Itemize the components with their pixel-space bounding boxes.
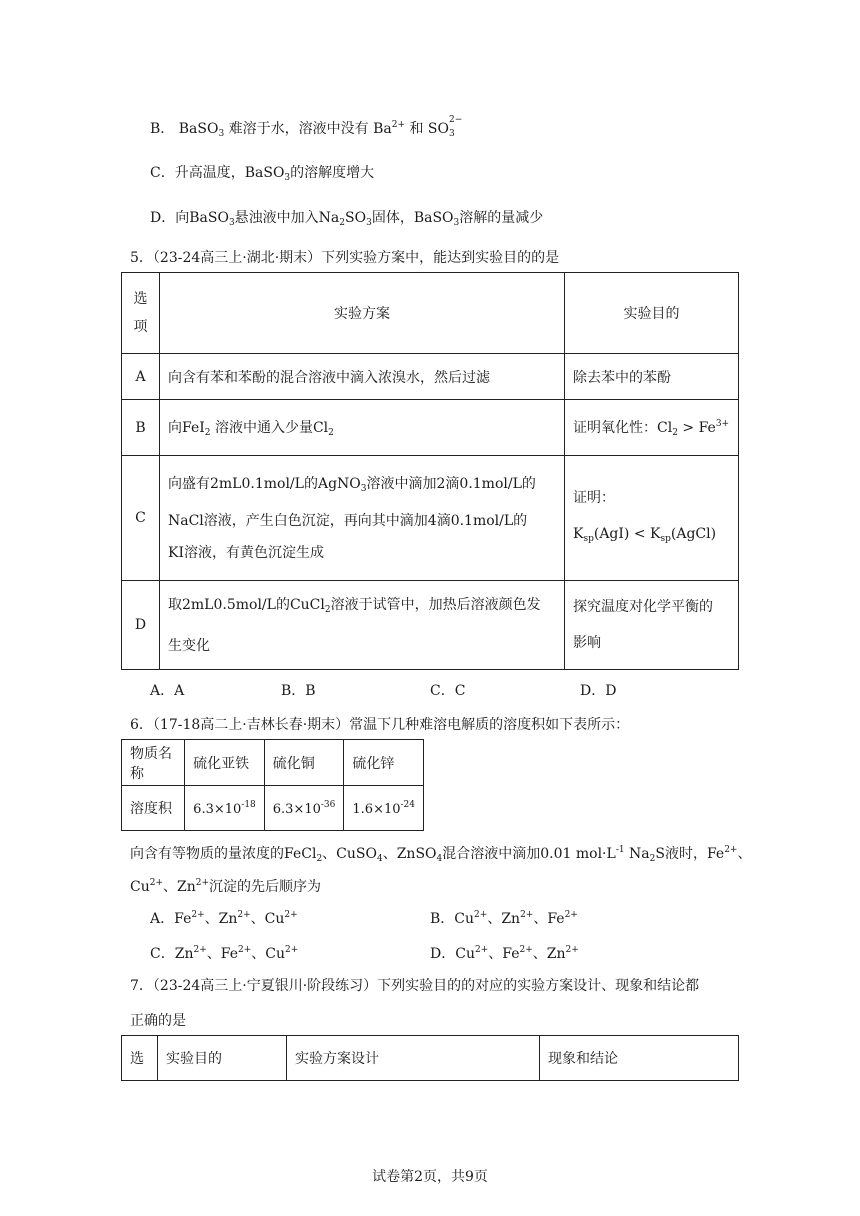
header-cell: 现象和结论 — [540, 1036, 739, 1081]
text: 沉淀的先后顺序为 — [209, 879, 322, 895]
ion: Cu — [454, 911, 475, 927]
formula-sub: 2 — [204, 428, 211, 438]
formula: Cl — [312, 420, 329, 436]
plan-line — [168, 468, 556, 505]
formula-sub: 2 — [339, 218, 346, 228]
exponent: -24 — [400, 799, 415, 810]
formula: Fe — [698, 420, 716, 436]
formula-sub: 2 — [328, 428, 334, 438]
header-cell: 实验目的 — [158, 1036, 287, 1081]
ksp-value — [185, 786, 265, 831]
separator: 、 — [488, 946, 503, 962]
formula-sub: 3 — [449, 129, 455, 139]
charge: 2+ — [191, 910, 205, 920]
formula-sub: sp — [583, 533, 594, 544]
formula-sup: 2+ — [195, 878, 210, 888]
row-label: B — [122, 400, 160, 456]
text: (AgI) < — [593, 525, 651, 542]
ion: Zn — [501, 911, 521, 927]
q5-answer-d[interactable]: D．D — [580, 683, 617, 699]
formula-sub: 2 — [649, 854, 656, 864]
formula-sub: 3 — [366, 218, 372, 228]
separator: 、 — [250, 911, 265, 927]
row-plan: 向含有苯和苯酚的混合溶液中滴入浓溴水，然后过滤 — [160, 354, 565, 400]
header-cell: 硫化铜 — [264, 740, 344, 786]
formula-sup: 3+ — [715, 419, 730, 429]
formula-sub: sp — [660, 533, 671, 544]
charge: 2+ — [237, 910, 251, 920]
q6-option-a[interactable] — [150, 908, 298, 928]
charge: 2+ — [474, 945, 489, 955]
option-prefix: C．升高温度， — [150, 165, 245, 181]
option-prefix: B． — [150, 121, 175, 137]
exponent: -18 — [241, 799, 256, 810]
text: 6.3×10 — [272, 801, 321, 817]
charge: 2+ — [284, 910, 298, 920]
charge: 2+ — [564, 910, 578, 920]
q7-title-line-2: 正确的是 — [130, 1013, 186, 1029]
text: 向盛有2mL0.1mol/L的 — [168, 475, 318, 492]
ion: Fe — [174, 911, 192, 927]
charge: 2+ — [193, 945, 207, 955]
formula: BaSO — [189, 210, 229, 226]
ksp-value — [344, 786, 424, 831]
plan-line: NaCl溶液，产生白色沉淀，再向其中滴加4滴0.1mol/L的 — [168, 512, 528, 529]
q4-option-c — [150, 162, 374, 183]
formula-sub: 4 — [376, 854, 383, 864]
row-goal: 除去苯中的苯酚 — [565, 354, 739, 400]
text: 溶液于试管中，加热后溶液颜色发 — [330, 596, 541, 613]
charge: 2+ — [285, 945, 299, 955]
formula: SO — [427, 121, 449, 137]
q4-option-d — [150, 207, 543, 228]
option-text: 和 — [409, 121, 424, 137]
goal-line: 探究温度对化学平衡的 — [573, 599, 713, 615]
header-cell: 选 — [122, 1036, 158, 1081]
exponent: -36 — [320, 799, 336, 810]
row-label: A — [122, 354, 160, 400]
row-goal — [565, 456, 739, 581]
q5-answer-c[interactable]: C．C — [430, 683, 466, 699]
header-cell: 实验方案设计 — [287, 1036, 540, 1081]
q6-text-line-1 — [130, 843, 751, 864]
operator: > — [677, 420, 699, 436]
table-row — [122, 354, 739, 400]
option-prefix: C． — [150, 946, 175, 962]
goal-line — [573, 516, 730, 557]
table-row — [122, 456, 739, 581]
formula: BaSO — [413, 210, 454, 226]
text: 向 — [168, 420, 182, 436]
q5-title: 5．（23-24高三上·湖北·期末）下列实验方案中，能达到实验目的的是 — [130, 250, 560, 266]
formula-sub: 2 — [324, 604, 331, 615]
option-prefix: B． — [430, 911, 455, 927]
formula: Na — [318, 210, 340, 226]
formula-sub: 4 — [436, 854, 443, 864]
charge: 2+ — [520, 910, 534, 920]
text: S液时，Fe — [655, 846, 725, 862]
formula: AgNO — [317, 475, 361, 492]
header-cell: 硫化锌 — [344, 740, 424, 786]
formula-sub: 2 — [316, 854, 323, 864]
ion: Fe — [547, 911, 565, 927]
formula-sup: 2− — [449, 115, 463, 125]
text: Na — [624, 846, 650, 862]
text: 混合溶液中滴加0.01 mol·L — [442, 846, 616, 862]
formula: Cl — [657, 420, 673, 436]
plan-line — [168, 587, 556, 628]
formula: SO — [345, 210, 367, 226]
option-text: 固体， — [371, 210, 414, 226]
header-plan: 实验方案 — [160, 273, 565, 354]
ion: Fe — [220, 946, 238, 962]
row-label: 溶度积 — [122, 786, 185, 831]
goal-line: 影响 — [573, 635, 601, 651]
q6-option-d[interactable] — [430, 943, 579, 963]
table-row — [122, 400, 739, 456]
row-goal — [565, 400, 739, 456]
separator: 、 — [532, 946, 547, 962]
text: 取2mL0.5mol/L的 — [168, 596, 290, 613]
row-label: D — [122, 581, 160, 670]
formula-sub: 3 — [453, 218, 460, 228]
formula-sup: 2+ — [391, 120, 406, 130]
separator: 、 — [533, 911, 548, 927]
formula: FeI — [182, 420, 205, 436]
plan-line: KI溶液，有黄色沉淀生成 — [168, 544, 324, 561]
row-label: C — [122, 456, 160, 581]
q5-answer-a[interactable]: A．A — [150, 683, 185, 699]
header-option-1: 选 — [133, 291, 148, 307]
header-cell: 物质名称 — [122, 740, 185, 786]
text: 溶液中通入少量 — [214, 420, 313, 436]
ion: Cu — [264, 911, 285, 927]
table-header-row — [122, 1036, 739, 1081]
charge: 2+ — [474, 910, 488, 920]
text: (AgCl) — [670, 525, 717, 542]
q6-text-line-2 — [130, 876, 321, 896]
q5-answer-b[interactable]: B．B — [281, 683, 316, 699]
row-plan — [160, 456, 565, 581]
q6-option-b[interactable] — [430, 908, 578, 928]
formula-sub: 3 — [218, 129, 225, 139]
ion: Cu — [455, 946, 475, 962]
charge: 2+ — [237, 945, 252, 955]
row-plan — [160, 400, 565, 456]
q7-table — [121, 1035, 739, 1081]
text: 向含有等物质的量浓度的FeCl — [130, 846, 317, 862]
formula: BaSO — [178, 121, 219, 137]
option-prefix: D． — [430, 946, 456, 962]
formula-sub: 3 — [284, 173, 291, 183]
option-prefix: A． — [150, 911, 175, 927]
formula: Ba — [373, 121, 392, 137]
charge: 2+ — [565, 945, 579, 955]
header-cell: 硫化亚铁 — [185, 740, 265, 786]
ion: Zn — [174, 946, 194, 962]
separator: 、 — [204, 911, 219, 927]
text: 、 — [737, 846, 752, 862]
text: 6.3×10 — [193, 801, 242, 817]
table-header-row — [122, 740, 424, 786]
separator: 、 — [251, 946, 266, 962]
charge-stack — [449, 115, 463, 139]
page-footer: 试卷第2页，共9页 — [372, 1169, 488, 1185]
option-text: 溶解的量减少 — [459, 210, 544, 226]
goal-line: 证明： — [573, 489, 615, 506]
separator: 、 — [487, 911, 502, 927]
header-option-2: 项 — [133, 319, 148, 335]
separator: 、 — [206, 946, 221, 962]
row-plan — [160, 581, 565, 670]
q7-title-line-1: 7．（23-24高三上·宁夏银川·阶段练习）下列实验目的的对应的实验方案设计、现象和结论都 — [130, 978, 700, 994]
ion: Cu — [265, 946, 285, 962]
table-row — [122, 786, 424, 831]
table-row — [122, 581, 739, 670]
text: Cu — [130, 879, 150, 895]
q4-option-b — [150, 115, 463, 139]
option-prefix: D．向 — [150, 210, 190, 226]
text: 、Zn — [163, 879, 196, 895]
text: 1.6×10 — [352, 801, 401, 817]
q6-table — [121, 739, 424, 831]
formula-sup: 2+ — [724, 845, 738, 855]
option-text: 悬浊液中加入 — [234, 210, 319, 226]
ion: Zn — [218, 911, 238, 927]
formula-sup: -1 — [615, 845, 625, 855]
charge: 2+ — [519, 945, 533, 955]
q5-table — [121, 272, 739, 670]
plan-line: 生变化 — [168, 637, 210, 654]
text: 、CuSO — [322, 846, 377, 862]
formula-sub: 3 — [228, 218, 235, 228]
ksp-value — [264, 786, 344, 831]
ion: Fe — [502, 946, 520, 962]
q6-title: 6．（17-18高二上·吉林长春·期末）常温下几种难溶电解质的溶度积如下表所示： — [130, 717, 630, 733]
text: 证明氧化性： — [573, 420, 657, 436]
q6-option-c[interactable] — [150, 943, 298, 963]
header-goal: 实验目的 — [565, 273, 739, 354]
formula: K — [650, 525, 661, 542]
text: 溶液中滴加2滴0.1mol/L的 — [366, 475, 536, 492]
formula-sup: 2+ — [149, 878, 164, 888]
header-option — [122, 273, 160, 354]
formula: K — [573, 525, 584, 542]
table-header-row — [122, 273, 739, 354]
option-text: 难溶于水，溶液中没有 — [228, 121, 369, 137]
formula: CuCl — [289, 596, 325, 613]
formula: BaSO — [244, 165, 285, 181]
ion: Zn — [546, 946, 566, 962]
option-text: 的溶解度增大 — [290, 165, 375, 181]
formula-sub: 3 — [360, 483, 367, 494]
row-goal — [565, 581, 739, 670]
formula-sub: 2 — [672, 428, 678, 438]
text: 、ZnSO — [382, 846, 437, 862]
